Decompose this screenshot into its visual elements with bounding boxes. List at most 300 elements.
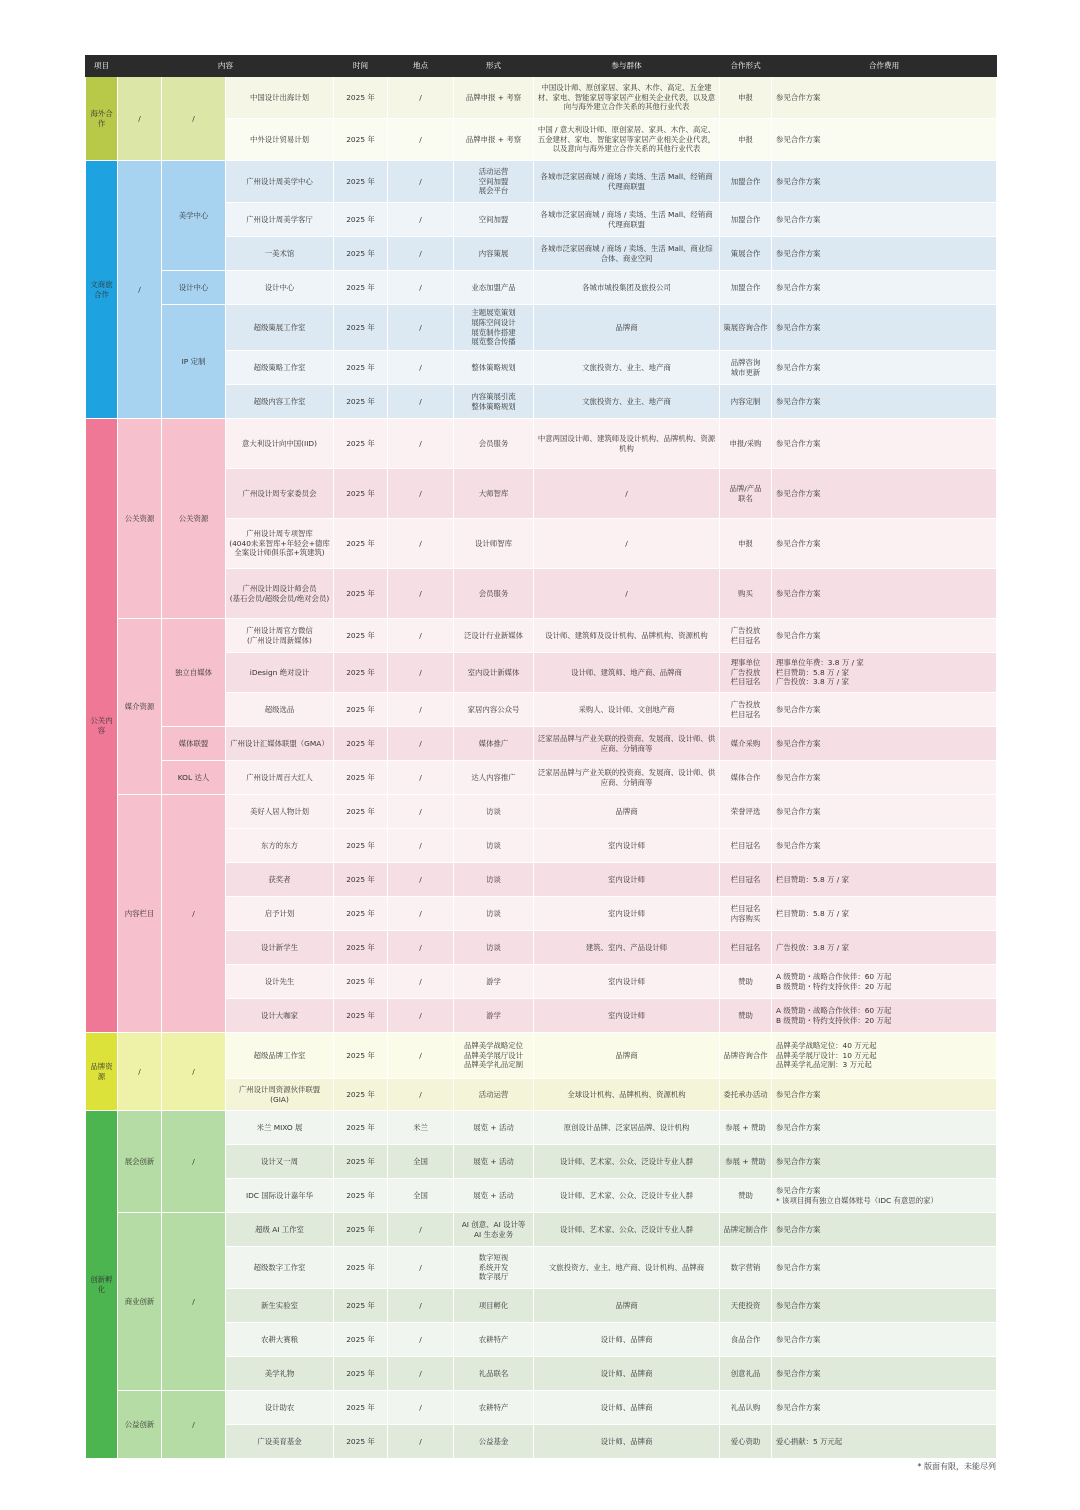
time-cell: 2025 年 — [334, 351, 388, 385]
content-cell: 东方的东方 — [226, 829, 334, 863]
content-cell: 美学礼物 — [226, 1357, 334, 1391]
group-cell: 各城市泛家居商城 / 商场 / 卖场、生活 Mall、经销商代理商联盟 — [534, 203, 720, 237]
content-cell: 农耕大赛粮 — [226, 1323, 334, 1357]
place-cell: / — [388, 1425, 454, 1459]
content-cell: 中外设计贸易计划 — [226, 119, 334, 161]
form-cell: 游学 — [454, 999, 534, 1033]
group-cell: 原创设计品牌、泛家居品牌、设计机构 — [534, 1111, 720, 1145]
coop-cell: 媒体合作 — [720, 761, 772, 795]
group-cell: 设计师、品牌商 — [534, 1323, 720, 1357]
content-cell: 超级选品 — [226, 693, 334, 727]
footnote: * 版面有限，未能尽列 — [917, 1462, 996, 1471]
coop-cell: 申报/采购 — [720, 419, 772, 469]
header-time: 时间 — [334, 56, 388, 77]
fee-cell: 参见合作方案 — [772, 119, 997, 161]
form-cell: 会员服务 — [454, 419, 534, 469]
form-cell: 业态加盟产品 — [454, 271, 534, 305]
time-cell: 2025 年 — [334, 1179, 388, 1213]
time-cell: 2025 年 — [334, 519, 388, 569]
time-cell: 2025 年 — [334, 931, 388, 965]
form-cell: 泛设计行业新媒体 — [454, 619, 534, 653]
fee-cell: 参见合作方案 — [772, 761, 997, 795]
fee-cell: 参见合作方案 — [772, 569, 997, 619]
time-cell: 2025 年 — [334, 469, 388, 519]
fee-cell: 栏目赞助：5.8 万 / 家 — [772, 897, 997, 931]
header-form: 形式 — [454, 56, 534, 77]
place-cell: / — [388, 519, 454, 569]
place-cell: / — [388, 1323, 454, 1357]
content-cell: 设计大咖家 — [226, 999, 334, 1033]
content-cell: 超级策略工作室 — [226, 351, 334, 385]
place-cell: 全国 — [388, 1179, 454, 1213]
header-project: 项目 — [86, 56, 118, 77]
coop-cell: 广告投放 栏目冠名 — [720, 619, 772, 653]
header-content: 内容 — [118, 56, 334, 77]
category-level2: / — [162, 1033, 226, 1111]
table-row — [86, 761, 997, 795]
table-row — [86, 1111, 997, 1145]
form-cell: 室内设计新媒体 — [454, 653, 534, 693]
time-cell: 2025 年 — [334, 203, 388, 237]
group-cell: / — [534, 569, 720, 619]
form-cell: 展览 + 活动 — [454, 1179, 534, 1213]
place-cell: / — [388, 829, 454, 863]
coop-cell: 购买 — [720, 569, 772, 619]
header-coop: 合作形式 — [720, 56, 772, 77]
group-cell: 各城市泛家居商城 / 商场 / 卖场、生活 Mall、经销商代理商联盟 — [534, 161, 720, 203]
coop-cell: 策展咨询合作 — [720, 305, 772, 351]
fee-cell: 参见合作方案 — [772, 1213, 997, 1247]
place-cell: / — [388, 385, 454, 419]
coop-cell: 加盟合作 — [720, 271, 772, 305]
place-cell: / — [388, 1079, 454, 1111]
fee-cell: 参见合作方案 — [772, 351, 997, 385]
place-cell: / — [388, 1391, 454, 1425]
group-cell: 品牌商 — [534, 305, 720, 351]
category-level2: / — [162, 77, 226, 161]
time-cell: 2025 年 — [334, 693, 388, 727]
header-fee: 合作费用 — [772, 56, 997, 77]
content-cell: 设计中心 — [226, 271, 334, 305]
place-cell: / — [388, 161, 454, 203]
coop-cell: 策展合作 — [720, 237, 772, 271]
content-cell: 广州设计汇媒体联盟（GMA） — [226, 727, 334, 761]
time-cell: 2025 年 — [334, 829, 388, 863]
fee-cell: 参见合作方案 — [772, 77, 997, 119]
form-cell: 访谈 — [454, 829, 534, 863]
form-cell: 礼品联名 — [454, 1357, 534, 1391]
fee-cell: 参见合作方案 — [772, 1111, 997, 1145]
place-cell: / — [388, 305, 454, 351]
fee-cell: 参见合作方案 — [772, 795, 997, 829]
time-cell: 2025 年 — [334, 965, 388, 999]
content-cell: 美好人居人物计划 — [226, 795, 334, 829]
place-cell: / — [388, 931, 454, 965]
category-level1: / — [118, 77, 162, 161]
group-cell: 设计师、艺术家、公众、泛设计专业人群 — [534, 1179, 720, 1213]
category-level1: 商业创新 — [118, 1213, 162, 1391]
content-cell: 设计新学生 — [226, 931, 334, 965]
content-cell: 设计又一周 — [226, 1145, 334, 1179]
time-cell: 2025 年 — [334, 619, 388, 653]
category-project: 文商旅合作 — [86, 161, 118, 419]
form-cell: 农耕特产 — [454, 1323, 534, 1357]
place-cell: / — [388, 727, 454, 761]
coop-cell: 栏目冠名 — [720, 931, 772, 965]
fee-cell: 广告投放：3.8 万 / 家 — [772, 931, 997, 965]
group-cell: 建筑、室内、产品设计师 — [534, 931, 720, 965]
place-cell: / — [388, 863, 454, 897]
form-cell: 内容策展 — [454, 237, 534, 271]
time-cell: 2025 年 — [334, 305, 388, 351]
place-cell: / — [388, 965, 454, 999]
time-cell: 2025 年 — [334, 1145, 388, 1179]
time-cell: 2025 年 — [334, 161, 388, 203]
time-cell: 2025 年 — [334, 1289, 388, 1323]
form-cell: 数字短视 系统开发 数字展厅 — [454, 1247, 534, 1289]
form-cell: 品牌申报 + 考察 — [454, 119, 534, 161]
category-level1: 媒介资源 — [118, 619, 162, 795]
fee-cell: 参见合作方案 — [772, 1391, 997, 1425]
coop-cell: 理事单位 广告投放 栏目冠名 — [720, 653, 772, 693]
fee-cell: 参见合作方案 — [772, 1357, 997, 1391]
coop-cell: 数字营销 — [720, 1247, 772, 1289]
place-cell: / — [388, 351, 454, 385]
category-level2: KOL 达人 — [162, 761, 226, 795]
place-cell: / — [388, 469, 454, 519]
category-level1: 公关资源 — [118, 419, 162, 619]
fee-cell: 参见合作方案 — [772, 385, 997, 419]
category-level1: 公益创新 — [118, 1391, 162, 1459]
category-level2: IP 定制 — [162, 305, 226, 419]
fee-cell: 参见合作方案 — [772, 519, 997, 569]
time-cell: 2025 年 — [334, 1391, 388, 1425]
content-cell: 广州设计周资源伙伴联盟 (GIA) — [226, 1079, 334, 1111]
fee-cell: 参见合作方案 — [772, 829, 997, 863]
time-cell: 2025 年 — [334, 1323, 388, 1357]
fee-cell: 参见合作方案 — [772, 305, 997, 351]
content-cell: 超级策展工作室 — [226, 305, 334, 351]
coop-cell: 栏目冠名 — [720, 829, 772, 863]
fee-cell: A 级赞助・战略合作伙伴：60 万起 B 级赞助・特约支持伙伴：20 万起 — [772, 965, 997, 999]
category-level2: / — [162, 1111, 226, 1213]
time-cell: 2025 年 — [334, 1213, 388, 1247]
form-cell: 活动运营 — [454, 1079, 534, 1111]
coop-cell: 参展 + 赞助 — [720, 1145, 772, 1179]
group-cell: / — [534, 519, 720, 569]
coop-cell: 申报 — [720, 119, 772, 161]
content-cell: 广州设计周官方微信 (广州设计周新媒体) — [226, 619, 334, 653]
group-cell: 室内设计师 — [534, 829, 720, 863]
group-cell: 品牌商 — [534, 1033, 720, 1079]
coop-cell: 爱心资助 — [720, 1425, 772, 1459]
coop-cell: 创意礼品 — [720, 1357, 772, 1391]
time-cell: 2025 年 — [334, 1033, 388, 1079]
group-cell: 室内设计师 — [534, 897, 720, 931]
time-cell: 2025 年 — [334, 761, 388, 795]
form-cell: 访谈 — [454, 897, 534, 931]
fee-cell: 参见合作方案 — [772, 1145, 997, 1179]
fee-cell: 参见合作方案 — [772, 161, 997, 203]
time-cell: 2025 年 — [334, 419, 388, 469]
content-cell: 广州设计周美学中心 — [226, 161, 334, 203]
form-cell: 会员服务 — [454, 569, 534, 619]
content-cell: 广州设计周百大红人 — [226, 761, 334, 795]
content-cell: 超级内容工作室 — [226, 385, 334, 419]
content-cell: 新生实验室 — [226, 1289, 334, 1323]
coop-cell: 赞助 — [720, 1179, 772, 1213]
time-cell: 2025 年 — [334, 653, 388, 693]
time-cell: 2025 年 — [334, 1357, 388, 1391]
form-cell: 空间加盟 — [454, 203, 534, 237]
cooperation-table — [85, 55, 997, 1459]
coop-cell: 赞助 — [720, 999, 772, 1033]
group-cell: 采购人、设计师、文创地产商 — [534, 693, 720, 727]
content-cell: 设计助农 — [226, 1391, 334, 1425]
place-cell: / — [388, 271, 454, 305]
coop-cell: 栏目冠名 — [720, 863, 772, 897]
fee-cell: 参见合作方案 — [772, 237, 997, 271]
group-cell: 设计师、艺术家、公众、泛设计专业人群 — [534, 1145, 720, 1179]
category-project: 品牌资源 — [86, 1033, 118, 1111]
table-row — [86, 419, 997, 469]
category-level2: 媒体联盟 — [162, 727, 226, 761]
form-cell: 访谈 — [454, 795, 534, 829]
content-cell: 广州设计周专家委员会 — [226, 469, 334, 519]
coop-cell: 申报 — [720, 77, 772, 119]
place-cell: / — [388, 1213, 454, 1247]
place-cell: / — [388, 77, 454, 119]
group-cell: 中国设计师、原创家居、家具、木作、高定、五金建材、家电、智能家居等家居产业相关企业代表，以及意向与海外建立合作关系的其他行业代表 — [534, 77, 720, 119]
content-cell: 广州设计周美学客厅 — [226, 203, 334, 237]
content-cell: iDesign 绝对设计 — [226, 653, 334, 693]
coop-cell: 食品合作 — [720, 1323, 772, 1357]
coop-cell: 栏目冠名 内容购买 — [720, 897, 772, 931]
group-cell: 各城市城投集团及旅投公司 — [534, 271, 720, 305]
time-cell: 2025 年 — [334, 77, 388, 119]
form-cell: 整体策略规划 — [454, 351, 534, 385]
time-cell: 2025 年 — [334, 1111, 388, 1145]
place-cell: / — [388, 897, 454, 931]
time-cell: 2025 年 — [334, 271, 388, 305]
fee-cell: 参见合作方案 — [772, 727, 997, 761]
content-cell: 启予计划 — [226, 897, 334, 931]
fee-cell: 参见合作方案 — [772, 1323, 997, 1357]
table-row — [86, 1033, 997, 1079]
group-cell: 文旅投资方、业主、地产商 — [534, 351, 720, 385]
category-level1: / — [118, 1033, 162, 1111]
time-cell: 2025 年 — [334, 727, 388, 761]
group-cell: / — [534, 469, 720, 519]
group-cell: 设计师、品牌商 — [534, 1357, 720, 1391]
fee-cell: 参见合作方案 — [772, 271, 997, 305]
category-level2: 设计中心 — [162, 271, 226, 305]
group-cell: 品牌商 — [534, 795, 720, 829]
group-cell: 室内设计师 — [534, 965, 720, 999]
place-cell: / — [388, 569, 454, 619]
table-row — [86, 271, 997, 305]
table-row — [86, 77, 997, 119]
group-cell: 泛家居品牌与产业关联的投资商、发展商、设计师、供应商、分销商等 — [534, 761, 720, 795]
group-cell: 中意两国设计师、建筑师及设计机构、品牌机构、资源机构 — [534, 419, 720, 469]
category-project: 海外合作 — [86, 77, 118, 161]
group-cell: 泛家居品牌与产业关联的投资商、发展商、设计师、供应商、分销商等 — [534, 727, 720, 761]
coop-cell: 申报 — [720, 519, 772, 569]
place-cell: / — [388, 653, 454, 693]
group-cell: 全球设计机构、品牌机构、资源机构 — [534, 1079, 720, 1111]
form-cell: 访谈 — [454, 863, 534, 897]
coop-cell: 荣誉评选 — [720, 795, 772, 829]
place-cell: / — [388, 237, 454, 271]
coop-cell: 品牌/产品 联名 — [720, 469, 772, 519]
time-cell: 2025 年 — [334, 863, 388, 897]
content-cell: 设计先生 — [226, 965, 334, 999]
place-cell: / — [388, 761, 454, 795]
coop-cell: 参展 + 赞助 — [720, 1111, 772, 1145]
coop-cell: 广告投放 栏目冠名 — [720, 693, 772, 727]
form-cell: 游学 — [454, 965, 534, 999]
group-cell: 中国 / 意大利设计师、原创家居、家具、木作、高定、五金建材、家电、智能家居等家居产业相关企业代表，以及意向与海外建立合作关系的其他行业代表 — [534, 119, 720, 161]
content-cell: 米兰 MIXO 展 — [226, 1111, 334, 1145]
category-level2: 独立自媒体 — [162, 619, 226, 727]
form-cell: 主题展览策划 展陈空间设计 展览制作搭建 展览整合传播 — [454, 305, 534, 351]
fee-cell: 栏目赞助：5.8 万 / 家 — [772, 863, 997, 897]
content-cell: 广州设计周专项智库 (4040未来智库+年轻会+德库全案设计师俱乐部+筑建筑) — [226, 519, 334, 569]
fee-cell: 参见合作方案 — [772, 469, 997, 519]
place-cell: / — [388, 1247, 454, 1289]
place-cell: / — [388, 119, 454, 161]
fee-cell: 参见合作方案 * 该项目拥有独立自媒体账号（IDC 有意思的家） — [772, 1179, 997, 1213]
fee-cell: 参见合作方案 — [772, 1289, 997, 1323]
category-level2: 美学中心 — [162, 161, 226, 271]
coop-cell: 品牌定制合作 — [720, 1213, 772, 1247]
category-level1: 展会创新 — [118, 1111, 162, 1213]
place-cell: / — [388, 795, 454, 829]
content-cell: 一美术馆 — [226, 237, 334, 271]
form-cell: 内容策展引流 整体策略规划 — [454, 385, 534, 419]
group-cell: 设计师、品牌商 — [534, 1391, 720, 1425]
category-level2: / — [162, 795, 226, 1033]
group-cell: 设计师、建筑师、地产商、品牌商 — [534, 653, 720, 693]
category-level1: 内容栏目 — [118, 795, 162, 1033]
time-cell: 2025 年 — [334, 119, 388, 161]
category-project: 创新孵化 — [86, 1111, 118, 1459]
fee-cell: 品牌美学战略定位：40 万元起 品牌美学展厅设计：10 万元起 品牌美学礼品定制：3 万元起 — [772, 1033, 997, 1079]
table-row — [86, 161, 997, 203]
table-row — [86, 1391, 997, 1425]
coop-cell: 品牌咨询 城市更新 — [720, 351, 772, 385]
group-cell: 室内设计师 — [534, 999, 720, 1033]
time-cell: 2025 年 — [334, 1247, 388, 1289]
place-cell: / — [388, 1033, 454, 1079]
category-level2: 公关资源 — [162, 419, 226, 619]
group-cell: 室内设计师 — [534, 863, 720, 897]
content-cell: 获奖者 — [226, 863, 334, 897]
table-row — [86, 305, 997, 351]
place-cell: / — [388, 203, 454, 237]
form-cell: 活动运营 空间加盟 展会平台 — [454, 161, 534, 203]
time-cell: 2025 年 — [334, 1425, 388, 1459]
coop-cell: 内容定制 — [720, 385, 772, 419]
coop-cell: 加盟合作 — [720, 203, 772, 237]
fee-cell: 参见合作方案 — [772, 619, 997, 653]
place-cell: 米兰 — [388, 1111, 454, 1145]
header-place: 地点 — [388, 56, 454, 77]
coop-cell: 媒介采购 — [720, 727, 772, 761]
time-cell: 2025 年 — [334, 897, 388, 931]
category-level2: / — [162, 1391, 226, 1459]
group-cell: 设计师、建筑师及设计机构、品牌机构、资源机构 — [534, 619, 720, 653]
coop-cell: 赞助 — [720, 965, 772, 999]
form-cell: 公益基金 — [454, 1425, 534, 1459]
time-cell: 2025 年 — [334, 569, 388, 619]
table-header — [86, 56, 997, 77]
form-cell: 访谈 — [454, 931, 534, 965]
content-cell: 超级数字工作室 — [226, 1247, 334, 1289]
form-cell: 大师智库 — [454, 469, 534, 519]
content-cell: IDC 国际设计嘉年华 — [226, 1179, 334, 1213]
category-level1: / — [118, 161, 162, 419]
time-cell: 2025 年 — [334, 385, 388, 419]
group-cell: 设计师、艺术家、公众、泛设计专业人群 — [534, 1213, 720, 1247]
content-cell: 超级品牌工作室 — [226, 1033, 334, 1079]
fee-cell: 爱心捐献：5 万元起 — [772, 1425, 997, 1459]
form-cell: 展览 + 活动 — [454, 1145, 534, 1179]
table-row — [86, 619, 997, 653]
form-cell: 设计师智库 — [454, 519, 534, 569]
form-cell: 家居内容公众号 — [454, 693, 534, 727]
place-cell: 全国 — [388, 1145, 454, 1179]
group-cell: 设计师、品牌商 — [534, 1425, 720, 1459]
fee-cell: A 级赞助・战略合作伙伴：60 万起 B 级赞助・特约支持伙伴：20 万起 — [772, 999, 997, 1033]
coop-cell: 天使投资 — [720, 1289, 772, 1323]
coop-cell: 委托承办活动 — [720, 1079, 772, 1111]
fee-cell: 参见合作方案 — [772, 1079, 997, 1111]
time-cell: 2025 年 — [334, 795, 388, 829]
fee-cell: 参见合作方案 — [772, 419, 997, 469]
form-cell: 媒体推广 — [454, 727, 534, 761]
fee-cell: 参见合作方案 — [772, 693, 997, 727]
place-cell: / — [388, 999, 454, 1033]
group-cell: 各城市泛家居商城 / 商场 / 卖场、生活 Mall、商业综合体、商业空间 — [534, 237, 720, 271]
form-cell: 展览 + 活动 — [454, 1111, 534, 1145]
table-row — [86, 1213, 997, 1247]
content-cell: 中国设计出海计划 — [226, 77, 334, 119]
fee-cell: 参见合作方案 — [772, 1247, 997, 1289]
time-cell: 2025 年 — [334, 237, 388, 271]
form-cell: AI 创意、AI 设计等 AI 生态业务 — [454, 1213, 534, 1247]
category-project: 公关内容 — [86, 419, 118, 1033]
coop-cell: 礼品认购 — [720, 1391, 772, 1425]
form-cell: 品牌申报 + 考察 — [454, 77, 534, 119]
table-row — [86, 727, 997, 761]
form-cell: 农耕特产 — [454, 1391, 534, 1425]
place-cell: / — [388, 419, 454, 469]
header-group: 参与群体 — [534, 56, 720, 77]
place-cell: / — [388, 619, 454, 653]
place-cell: / — [388, 1289, 454, 1323]
fee-cell: 理事单位年费：3.8 万 / 家 栏目赞助：5.8 万 / 家 广告投放：3.8 万 / 家 — [772, 653, 997, 693]
content-cell: 超级 AI 工作室 — [226, 1213, 334, 1247]
time-cell: 2025 年 — [334, 999, 388, 1033]
time-cell: 2025 年 — [334, 1079, 388, 1111]
content-cell: 广设美育基金 — [226, 1425, 334, 1459]
content-cell: 意大利设计向中国(IID) — [226, 419, 334, 469]
place-cell: / — [388, 693, 454, 727]
coop-cell: 品牌咨询合作 — [720, 1033, 772, 1079]
form-cell: 品牌美学战略定位 品牌美学展厅设计 品牌美学礼品定制 — [454, 1033, 534, 1079]
form-cell: 达人内容推广 — [454, 761, 534, 795]
